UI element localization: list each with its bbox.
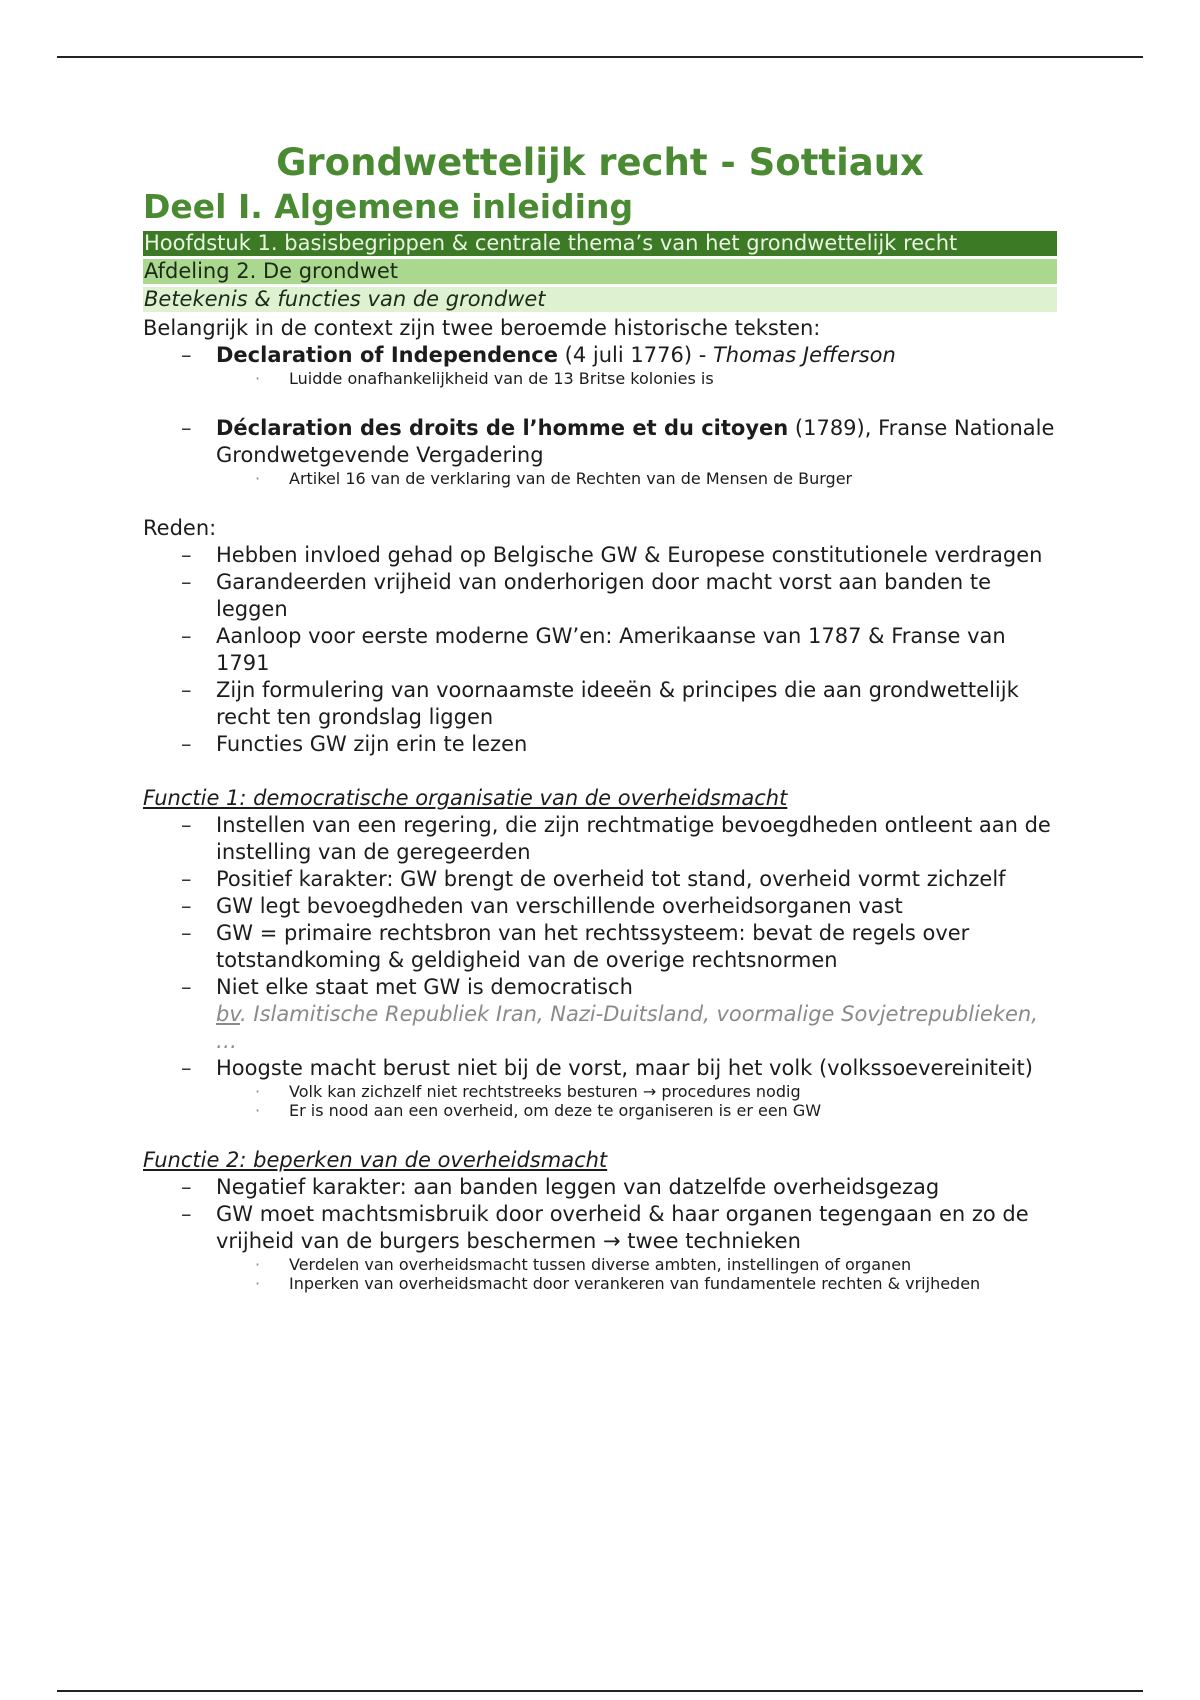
dash-marker: – (181, 543, 192, 567)
list-item (143, 731, 1057, 758)
list-item (143, 1174, 1057, 1201)
sub-item-text: Artikel 16 van de verklaring van de Rechten van de Mensen de Burger (289, 469, 853, 488)
sub-item (143, 1101, 1057, 1120)
functie1-heading: Functie 1: democratische organisatie van de overheidsmacht (143, 786, 788, 810)
dash-marker: – (181, 416, 192, 440)
dot-marker: · (255, 369, 261, 388)
list-item-text: Aanloop voor eerste moderne GW’en: Amerikaanse van 1787 & Franse van 1791 (216, 624, 1006, 675)
dash-marker: – (181, 1056, 192, 1080)
document-page (143, 140, 1057, 1293)
functie2-list (143, 1174, 1057, 1255)
dash-marker: – (181, 975, 192, 999)
text-title: Declaration of Independence (216, 343, 558, 367)
sub-item (143, 369, 1057, 388)
list-item-text: Hebben invloed gehad op Belgische GW & Europese constitutionele verdragen (216, 543, 1043, 567)
list-item-text: Functies GW zijn erin te lezen (216, 732, 528, 756)
list-item-text: Negatief karakter: aan banden leggen van datzelfde overheidsgezag (216, 1175, 940, 1199)
dot-marker: · (255, 1274, 261, 1293)
document-title: Grondwettelijk recht - Sottiaux (276, 141, 924, 184)
list-item-text: Hoogste macht berust niet bij de vorst, maar bij het volk (volkssoevereiniteit) (216, 1056, 1033, 1080)
list-item (143, 1055, 1057, 1082)
list-item-text: GW moet machtsmisbruik door overheid & haar organen tegengaan en zo de vrijheid van de burgers beschermen → twee technieken (216, 1202, 1029, 1253)
dot-marker: · (255, 1101, 261, 1120)
sub-item-text: Volk kan zichzelf niet rechtstreeks besturen → procedures nodig (289, 1082, 801, 1101)
reden-label: Reden: (143, 516, 217, 540)
texts-list-2 (143, 415, 1057, 469)
sub-item (143, 469, 1057, 488)
text-title: Déclaration des droits de l’homme et du citoyen (216, 416, 789, 440)
example-note (143, 1001, 1057, 1055)
list-item-text: Garandeerden vrijheid van onderhorigen door macht vorst aan banden te leggen (216, 570, 992, 621)
dot-marker: · (255, 469, 261, 488)
dot-marker: · (255, 1082, 261, 1101)
dash-marker: – (181, 624, 192, 648)
sub-item (143, 1255, 1057, 1274)
list-item (143, 342, 1057, 369)
sub-item-text: Verdelen van overheidsmacht tussen diverse ambten, instellingen of organen (289, 1255, 912, 1274)
list-item (143, 920, 1057, 974)
list-item (143, 677, 1057, 731)
functie1-list (143, 812, 1057, 1001)
sub-item-text: Inperken van overheidsmacht door verankeren van fundamentele rechten & vrijheden (289, 1274, 981, 1293)
texts-list (143, 342, 1057, 369)
section-heading: Afdeling 2. De grondwet (143, 259, 1057, 284)
list-item-text: GW = primaire rechtsbron van het rechtssysteem: bevat de regels over totstandkoming & geldigheid van de overige rechtsnormen (216, 921, 970, 972)
subsection-heading: Betekenis & functies van de grondwet (143, 287, 1057, 312)
dash-marker: – (181, 921, 192, 945)
chapter-heading: Hoofdstuk 1. basisbegrippen & centrale thema’s van het grondwettelijk recht (143, 231, 1057, 256)
sub-item (143, 1274, 1057, 1293)
text-author: Thomas Jefferson (712, 343, 896, 367)
list-item (143, 569, 1057, 623)
list-item (143, 1201, 1057, 1255)
list-item (143, 974, 1057, 1001)
functie1-list-2 (143, 1055, 1057, 1082)
reden-list (143, 542, 1057, 758)
list-item-text: Niet elke staat met GW is democratisch (216, 975, 633, 999)
list-item (143, 623, 1057, 677)
dot-marker: · (255, 1255, 261, 1274)
dash-marker: – (181, 867, 192, 891)
text-date: (4 juli 1776) - (558, 343, 713, 367)
part-heading: Deel I. Algemene inleiding (143, 187, 634, 226)
list-item-text: Instellen van een regering, die zijn rechtmatige bevoegdheden ontleent aan de instelling van de geregeerden (216, 813, 1051, 864)
dash-marker: – (181, 1175, 192, 1199)
footer-rule (57, 1690, 1143, 1692)
dash-marker: – (181, 343, 192, 367)
list-item (143, 415, 1057, 469)
sub-item-text: Luidde onafhankelijkheid van de 13 Britse kolonies is (289, 369, 714, 388)
list-item (143, 893, 1057, 920)
intro-paragraph: Belangrijk in de context zijn twee beroemde historische teksten: (143, 316, 821, 340)
header-rule (57, 56, 1143, 58)
text-rest: (1789), Franse Nationale Grondwetgevende Vergadering (216, 416, 1055, 467)
dash-marker: – (181, 678, 192, 702)
example-prefix: bv (216, 1002, 241, 1026)
list-item-text: Positief karakter: GW brengt de overheid tot stand, overheid vormt zichzelf (216, 867, 1006, 891)
dash-marker: – (181, 1202, 192, 1226)
dash-marker: – (181, 894, 192, 918)
list-item (143, 866, 1057, 893)
example-text: . Islamitische Republiek Iran, Nazi-Duitsland, voormalige Sovjetrepublieken, … (216, 1002, 1038, 1053)
list-item-text: Zijn formulering van voornaamste ideeën & principes die aan grondwettelijk recht ten grondslag liggen (216, 678, 1019, 729)
functie2-heading: Functie 2: beperken van de overheidsmacht (143, 1148, 608, 1172)
dash-marker: – (181, 570, 192, 594)
list-item (143, 542, 1057, 569)
list-item (143, 812, 1057, 866)
dash-marker: – (181, 732, 192, 756)
sub-item (143, 1082, 1057, 1101)
dash-marker: – (181, 813, 192, 837)
list-item-text: GW legt bevoegdheden van verschillende overheidsorganen vast (216, 894, 903, 918)
sub-item-text: Er is nood aan een overheid, om deze te organiseren is er een GW (289, 1101, 822, 1120)
